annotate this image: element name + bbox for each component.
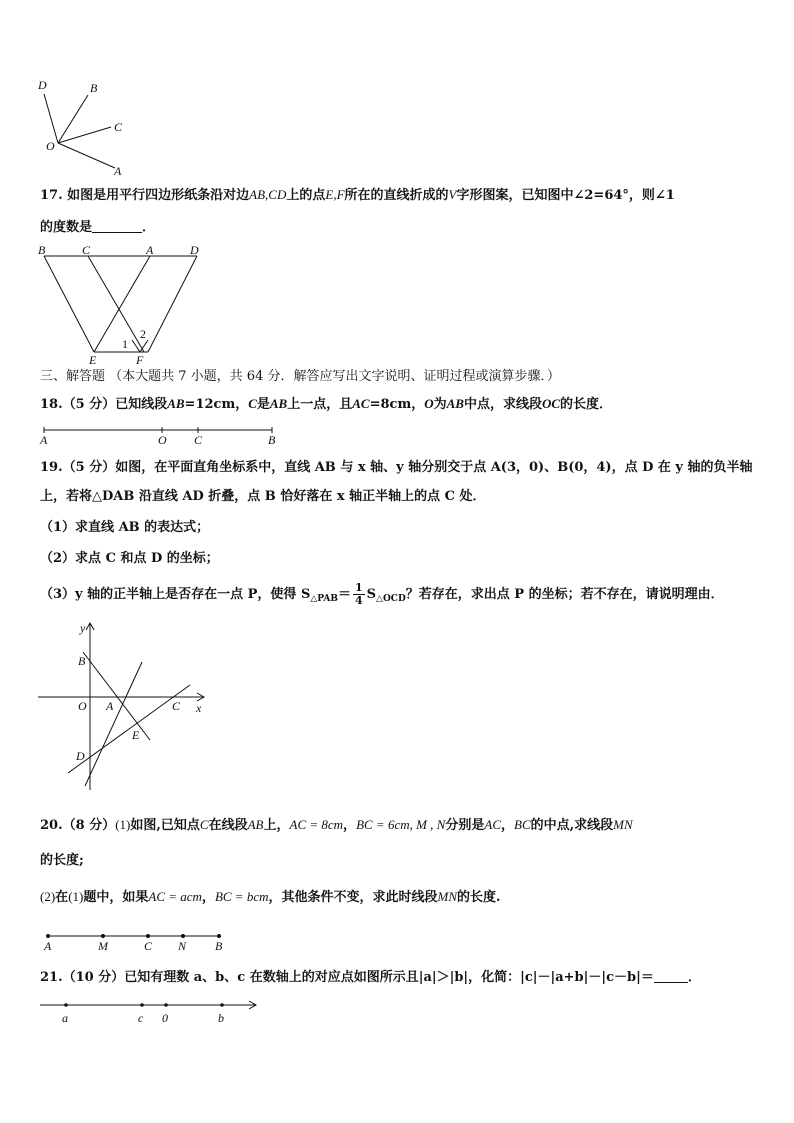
label-O: O (46, 139, 55, 153)
svg-text:B: B (38, 243, 46, 257)
svg-text:A: A (146, 243, 154, 257)
q20-line3: (2)在(1)题中，如果AC = acm，BC = bcm，其他条件不变，求此时线段MN的长度. (40, 889, 501, 905)
q17-line1: 17. 如图是用平行四边形纸条沿对边AB,CD上的点E,F所在的直线折成的V字形图案，已知图中∠2=64°，则∠1 (40, 187, 675, 203)
svg-text:A: A (44, 939, 52, 953)
svg-text:O: O (78, 699, 87, 713)
svg-text:N: N (178, 939, 187, 953)
q19-sub2: （2）求点 C 和点 D 的坐标； (40, 551, 219, 566)
svg-text:A: A (106, 699, 114, 713)
svg-text:D: D (190, 243, 199, 257)
q17-line2: 的度数是 ． (40, 220, 156, 235)
q18-text: 18.（5 分）已知线段AB=12cm，C是AB上一点，且AC=8cm，O为AB中点，求线段OC的长度． (40, 396, 613, 412)
svg-text:b: b (218, 1011, 224, 1025)
fraction-one-quarter: $\frac{1}{4}$ (354, 581, 363, 607)
label-C: C (114, 120, 123, 134)
svg-text:O: O (158, 433, 167, 447)
q20-line2: 的长度; (40, 853, 84, 868)
svg-text:D: D (76, 749, 85, 763)
q19-line1: 19.（5 分）如图，在平面直角坐标系中，直线 AB 与 x 轴、y 轴分别交于点 A(3，0)、B(0，4)，点 D 在 y 轴的负半轴 (40, 460, 753, 475)
svg-text:C: C (82, 243, 91, 257)
svg-text:C: C (144, 939, 153, 953)
svg-text:B: B (78, 654, 86, 668)
svg-text:B: B (215, 939, 223, 953)
q19-line2: 上，若将△DAB 沿直线 AD 折叠，点 B 恰好落在 x 轴正半轴上的点 C 处． (40, 489, 486, 504)
svg-text:c: c (138, 1011, 144, 1025)
svg-text:E: E (89, 353, 97, 367)
svg-text:2: 2 (140, 327, 146, 341)
svg-text:a: a (62, 1011, 68, 1025)
q19-sub1: （1）求直线 AB 的表达式； (40, 520, 210, 535)
svg-text:x: x (196, 701, 202, 715)
svg-text:0: 0 (162, 1011, 168, 1025)
svg-text:A: A (40, 433, 48, 447)
svg-text:1: 1 (122, 337, 128, 351)
q21-text: 21.（10 分）已知有理数 a、b、c 在数轴上的对应点如图所示且|a|＞|b|，化简：|c|－|a+b|－|c－b|＝ ． (40, 970, 701, 985)
svg-text:y: y (80, 621, 86, 635)
svg-text:C: C (194, 433, 203, 447)
label-D: D (38, 78, 47, 92)
svg-text:B: B (268, 433, 276, 447)
svg-text:C: C (172, 699, 181, 713)
q20-line1: 20.（8 分）(1)如图,已知点C在线段AB上，AC = 8cm，BC = 6cm, M , N分别是AC，BC的中点,求线段MN (40, 817, 633, 833)
q19-sub3: （3）y 轴的正半轴上是否存在一点 P，使得 $S_{\triangle PAB}=$ $\frac{1}{4}$ $S_{\triangle OCD}$？若存在，求出点 P 的坐标；若不存在，请说明理由． (40, 581, 724, 607)
svg-text:E: E (132, 728, 140, 742)
label-A: A (114, 164, 122, 178)
label-B: B (90, 81, 98, 95)
section-three-heading: 三、解答题 （本大题共 7 小题，共 64 分．解答应写出文字说明、证明过程或演算步骤．） (40, 369, 560, 384)
svg-text:M: M (98, 939, 108, 953)
svg-text:F: F (136, 353, 144, 367)
